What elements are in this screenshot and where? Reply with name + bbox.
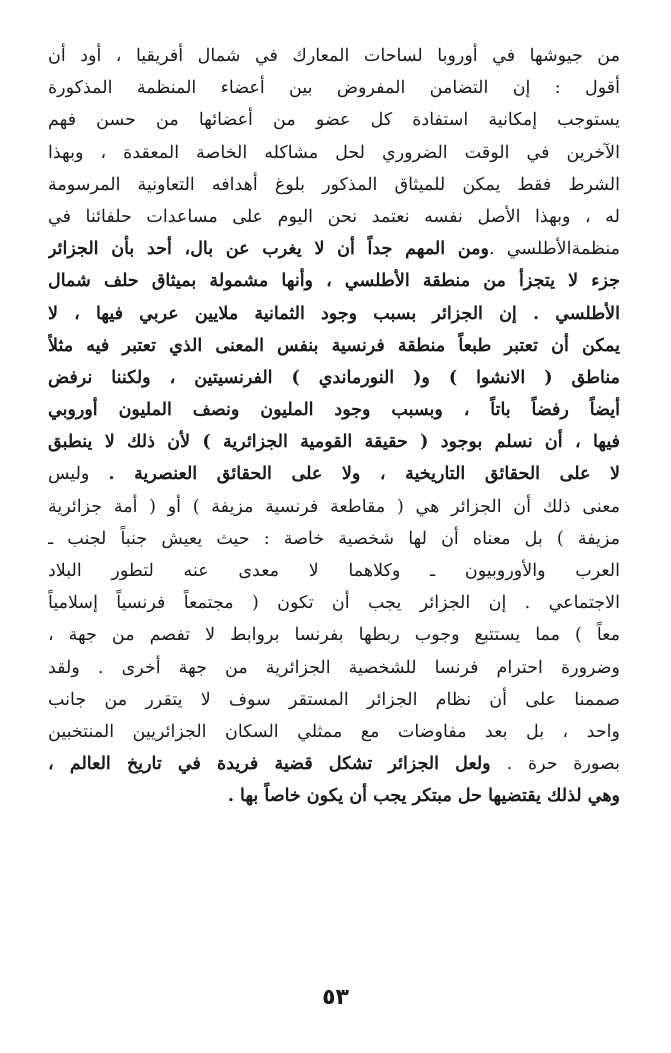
text-line	[48, 491, 620, 523]
text-line	[48, 169, 620, 201]
text-line	[48, 555, 620, 587]
text-line	[48, 523, 620, 555]
text-line	[48, 716, 620, 748]
bold-text-segment: لا على الحقائق التاريخية ، ولا على الحقائق العنصرية .	[108, 464, 620, 485]
text-segment: معنى ذلك أن الجزائر هي ( مقاطعة فرنسية مزيفة ) أو ( أمة جزائرية	[48, 496, 620, 517]
text-segment: واحد ، بل بعد مفاوضات مع ممثلي السكان الجزائريين المنتخبين	[48, 721, 620, 742]
page-body	[48, 40, 620, 960]
text-segment: العرب والأوروبيون ـ وكلاهما لا معدى عنه لتطور البلاد	[48, 561, 620, 581]
text-line	[48, 458, 620, 490]
text-line	[48, 330, 620, 362]
text-line	[48, 201, 620, 233]
bold-text-segment: جزء لا يتجزأ من منطقة الأطلسي ، وأنها مشمولة بميثاق حلف شمال	[48, 271, 620, 292]
text-segment: من جيوشها في أوروبا لساحات المعارك في شمال أفريقيا ، أود أن	[48, 46, 620, 66]
text-line	[48, 40, 620, 72]
text-segment: وليس	[48, 464, 109, 485]
text-line	[48, 748, 620, 780]
text-line	[48, 104, 620, 136]
bold-text-segment: أيضاً رفضاً باتاً ، وبسبب وجود المليون ونصف المليون أوروبي	[48, 400, 620, 421]
bold-text-segment: ولعل الجزائر تشكل قضية فريدة في تاريخ العالم ،	[48, 754, 507, 775]
bold-text-segment: فيها ، أن نسلم بوجود ( حقيقة القومية الجزائرية ) لأن ذلك لا ينطبق	[48, 432, 620, 453]
text-line	[48, 362, 620, 394]
text-line	[48, 265, 620, 297]
text-line	[48, 72, 620, 104]
text-segment: وضرورة احترام فرنسا للشخصية الجزائرية من جهة أخرى . ولقد	[48, 657, 620, 678]
text-segment: له ، وبهذا الأصل نفسه نعتمد نحن اليوم على مساعدات حلفائنا في	[48, 206, 620, 227]
text-line	[48, 426, 620, 458]
text-line	[48, 619, 620, 651]
text-segment: بصورة حرة .	[506, 754, 620, 775]
text-segment: مزيفة ) بل معناه أن لها شخصية خاصة : حيث يعيش جنباً لجنب ـ	[48, 528, 620, 549]
text-segment: الاجتماعي . إن الجزائر يجب أن تكون ( مجتمعاً فرنسياً إسلامياً	[48, 593, 620, 614]
text-segment: منظمةالأطلسي .	[488, 239, 620, 260]
page-number: ٥٣	[322, 985, 349, 1010]
text-line	[48, 587, 620, 619]
text-segment: الشرط فقط يمكن للميثاق المذكور بلوغ أهدافه التعاونية المرسومة	[48, 174, 620, 195]
text-line	[48, 233, 620, 265]
text-line	[48, 684, 620, 716]
text-line	[48, 780, 620, 812]
text-segment: يستوجب إمكانية استفادة كل عضو من أعضائها من حسن فهم	[48, 110, 620, 131]
bold-text-segment: وهي لذلك يقتضيها حل مبتكر يجب أن يكون خاصاً بها .	[227, 786, 620, 807]
bold-text-segment: مناطق ( الانشوا ) و( النورماندي ) الفرنسيتين ، ولكننا نرفض	[48, 367, 620, 388]
text-segment: أقول : إن التضامن المفروض بين أعضاء المنظمة المذكورة	[48, 78, 620, 99]
text-segment: الآخرين في الوقت الضروري لحل مشاكله الخاصة المعقدة ، وبهذا	[48, 142, 620, 163]
text-segment: معاً ) مما يستتبع وجوب ربطها بفرنسا بروابط لا تفصم من جهة ،	[48, 625, 620, 646]
text-segment: صممنا على أن نظام الجزائر المستقر سوف لا يتقرر من جانب	[48, 689, 620, 710]
text-line	[48, 298, 620, 330]
bold-text-segment: الأطلسي . إن الجزائر بسبب وجود الثمانية ملايين عربي فيها ، لا	[48, 303, 620, 324]
text-line	[48, 137, 620, 169]
bold-text-segment: ومن المهم جداً أن لا يغرب عن بال، أحد بأن الجزائر	[48, 239, 489, 260]
text-line	[48, 394, 620, 426]
text-line	[48, 652, 620, 684]
bold-text-segment: يمكن أن تعتبر طبعاً منطقة فرنسية بنفس المعنى الذي تعتبر فيه مثلاً	[48, 335, 620, 356]
